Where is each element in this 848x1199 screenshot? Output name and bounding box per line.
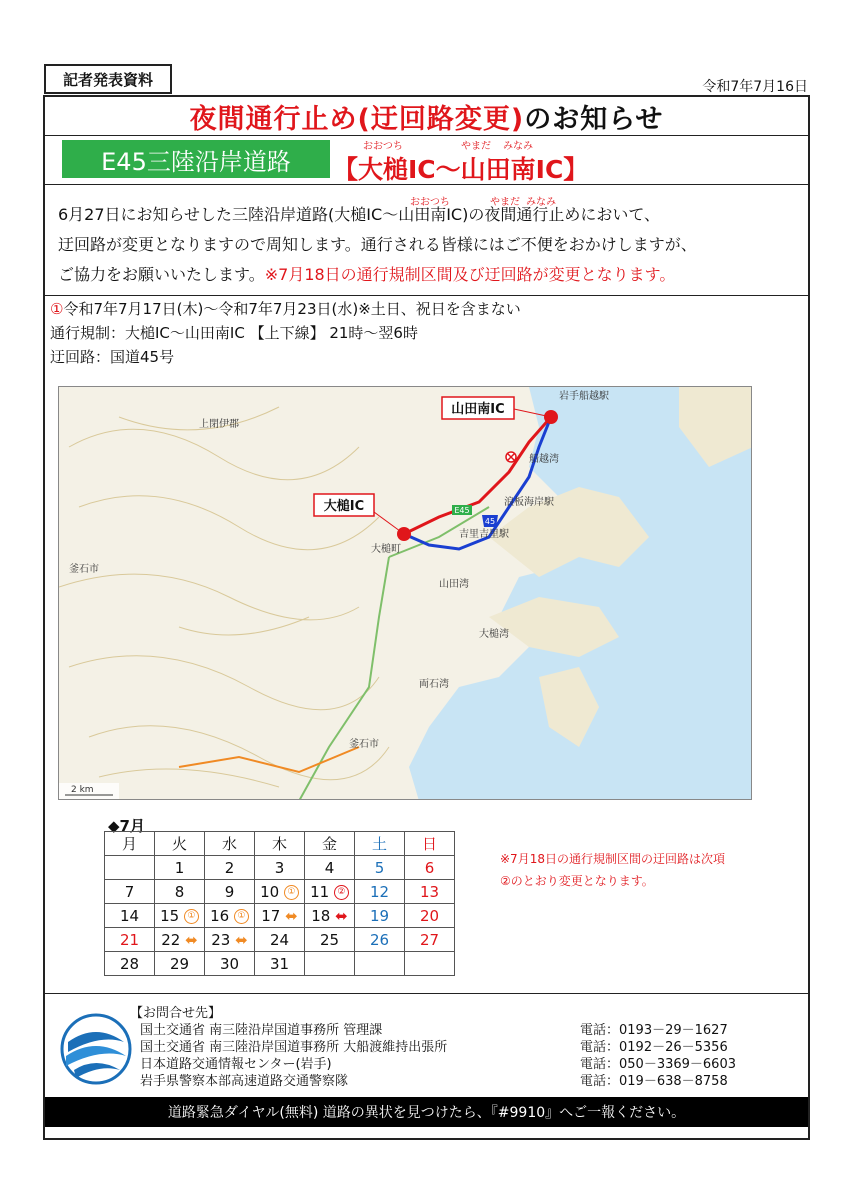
place-name: 釜石市	[349, 739, 379, 750]
period-detour: 迂回路：国道45号	[50, 348, 175, 366]
title-black: のお知らせ	[524, 104, 664, 135]
title-red: 夜間通行止め(迂回路変更)	[189, 104, 525, 135]
ruby-otsuchi: おおつち	[363, 141, 403, 152]
contact-tel: 電話：019－638－8758	[580, 1074, 728, 1089]
place-name: 山田湾	[439, 579, 469, 590]
map-scale: 2 km	[71, 785, 94, 795]
ministry-logo-icon	[60, 1012, 132, 1086]
label-yamada-ic: 山田南IC	[451, 402, 505, 417]
cal-day: 2	[205, 856, 255, 880]
cal-day: 26	[355, 928, 405, 952]
calendar	[104, 831, 455, 976]
cal-day-number: 22	[161, 930, 181, 949]
arrow-icon: ⬌	[285, 906, 298, 925]
ruby-yamada: やまだ	[461, 141, 491, 152]
ruby-yamada: やまだ	[490, 197, 520, 208]
calendar-title: ◆7月	[108, 817, 145, 835]
cal-day: 19	[355, 904, 405, 928]
cal-day: 29	[155, 952, 205, 976]
cal-day: 30	[205, 952, 255, 976]
cal-header: 月	[105, 832, 155, 856]
cal-day: 8	[155, 880, 205, 904]
cal-day	[355, 952, 405, 976]
arrow-icon: ⬌	[185, 930, 198, 949]
marker-1: ①	[234, 909, 249, 924]
ruby-minami: みなみ	[526, 197, 556, 208]
cal-day-number: 16	[210, 906, 230, 925]
calendar-note-line: ※7月18日の通行規制区間の迂回路は次項	[500, 852, 725, 866]
intro-text	[58, 197, 798, 290]
cal-day-number: 18	[311, 906, 331, 925]
cal-header: 水	[205, 832, 255, 856]
cal-day: 27	[405, 928, 455, 952]
place-name: 岩手船越駅	[559, 391, 609, 402]
cal-day: 31	[255, 952, 305, 976]
detour-map	[58, 386, 752, 800]
marker-1: ①	[284, 885, 299, 900]
cal-day: 20	[405, 904, 455, 928]
cal-day: 25	[305, 928, 355, 952]
ruby-minami: みなみ	[503, 141, 533, 152]
contact-tel: 電話：0192－26－5356	[580, 1040, 728, 1055]
intro-line3-text: ご協力をお願いいたします。	[58, 265, 265, 284]
arrow-icon: ⬌	[235, 930, 248, 949]
cal-day: 14	[105, 904, 155, 928]
cal-day: 9	[205, 880, 255, 904]
route-section	[333, 141, 589, 186]
contact-org: 岩手県警察本部高速道路交通警察隊	[140, 1074, 349, 1089]
marker-1: ①	[184, 909, 199, 924]
divider	[43, 295, 810, 296]
cal-day: 13	[405, 880, 455, 904]
place-name: 大槌湾	[479, 629, 509, 640]
contact-tel: 電話：0193－29－1627	[580, 1023, 728, 1038]
place-name: 吉里吉里駅	[459, 529, 509, 540]
place-name: 大槌町	[371, 544, 401, 555]
cal-day	[255, 904, 305, 928]
cal-day	[205, 928, 255, 952]
contact-row	[140, 1022, 780, 1039]
place-name: 上閉伊郡	[199, 419, 239, 430]
cal-day	[305, 952, 355, 976]
regulation-period	[50, 297, 521, 369]
press-release-label: 記者発表資料	[44, 64, 172, 94]
contact-row	[140, 1073, 780, 1090]
intro-line3	[58, 260, 798, 290]
cal-day: 1	[155, 856, 205, 880]
cal-header: 木	[255, 832, 305, 856]
cal-day-number: 23	[211, 930, 231, 949]
cal-header: 金	[305, 832, 355, 856]
cal-day-number: 15	[160, 906, 180, 925]
period-regulation: 通行規制：大槌IC～山田南IC 【上下線】 21時～翌6時	[50, 324, 418, 342]
route-section-text: 【大槌IC～山田南IC】	[333, 155, 589, 184]
cal-day: 3	[255, 856, 305, 880]
contact-list	[140, 1022, 780, 1090]
calendar-note-line: ②のとおり変更となります。	[500, 874, 654, 888]
cal-day: 24	[255, 928, 305, 952]
cal-day: 7	[105, 880, 155, 904]
cal-day	[405, 952, 455, 976]
ruby-otsuchi: おおつち	[410, 197, 450, 208]
calendar-note	[500, 848, 725, 892]
cal-day	[205, 904, 255, 928]
map-svg	[59, 387, 752, 800]
contact-row	[140, 1039, 780, 1056]
cal-header: 土	[355, 832, 405, 856]
intro-line2: 迂回路が変更となりますので周知します。通行される皆様にはご不便をおかけしますが、	[58, 235, 697, 254]
contact-org: 国土交通省 南三陸沿岸国道事務所 管理課	[140, 1023, 383, 1038]
issue-date: 令和7年7月16日	[702, 79, 808, 95]
cal-day-number: 17	[261, 906, 281, 925]
shield-e45: E45	[454, 506, 470, 515]
contact-tel: 電話：050－3369－6603	[580, 1057, 736, 1072]
cal-header: 日	[405, 832, 455, 856]
cal-day	[305, 904, 355, 928]
cal-day	[255, 880, 305, 904]
place-name: 浪板海岸駅	[504, 497, 554, 508]
cal-day	[105, 856, 155, 880]
route-badge: E45三陸沿岸道路	[62, 140, 330, 178]
contact-org: 日本道路交通情報センター(岩手)	[140, 1057, 332, 1072]
cal-day: 4	[305, 856, 355, 880]
cal-header: 火	[155, 832, 205, 856]
intro-line1: 6月27日にお知らせした三陸沿岸道路(大槌IC～山田南IC)の夜間通行止めにおいて、	[58, 205, 661, 224]
marker-2: ②	[334, 885, 349, 900]
shield-45: 45	[484, 517, 496, 526]
cal-day: 12	[355, 880, 405, 904]
cal-day: 5	[355, 856, 405, 880]
cal-day: 21	[105, 928, 155, 952]
cal-day	[305, 880, 355, 904]
cal-day-number: 10	[260, 882, 280, 901]
label-otsuchi-ic: 大槌IC	[323, 499, 365, 514]
cal-day	[155, 928, 205, 952]
intro-line3-note: ※7月18日の通行規制区間及び迂回路が変更となります。	[264, 265, 676, 284]
cal-day-number: 11	[310, 882, 330, 901]
contact-org: 国土交通省 南三陸沿岸国道事務所 大船渡維持出張所	[140, 1040, 448, 1055]
contact-row	[140, 1056, 780, 1073]
arrow-icon: ⬌	[335, 906, 348, 925]
cal-day: 28	[105, 952, 155, 976]
page-title	[43, 97, 810, 136]
place-name: 釜石市	[69, 564, 99, 575]
period-dates: 令和7年7月17日(木)～令和7年7月23日(水)※土日、祝日を含まない	[63, 300, 521, 318]
period-marker: ①	[50, 300, 64, 318]
emergency-dial-banner: 道路緊急ダイヤル(無料) 道路の異状を見つけたら、『#9910』へご一報ください。	[45, 1097, 808, 1127]
cal-day: 6	[405, 856, 455, 880]
place-name: 両石湾	[419, 679, 449, 690]
place-name: 船越湾	[529, 454, 559, 465]
cal-day	[155, 904, 205, 928]
divider	[43, 993, 810, 994]
contact-heading: 【お問合せ先】	[130, 1006, 222, 1021]
